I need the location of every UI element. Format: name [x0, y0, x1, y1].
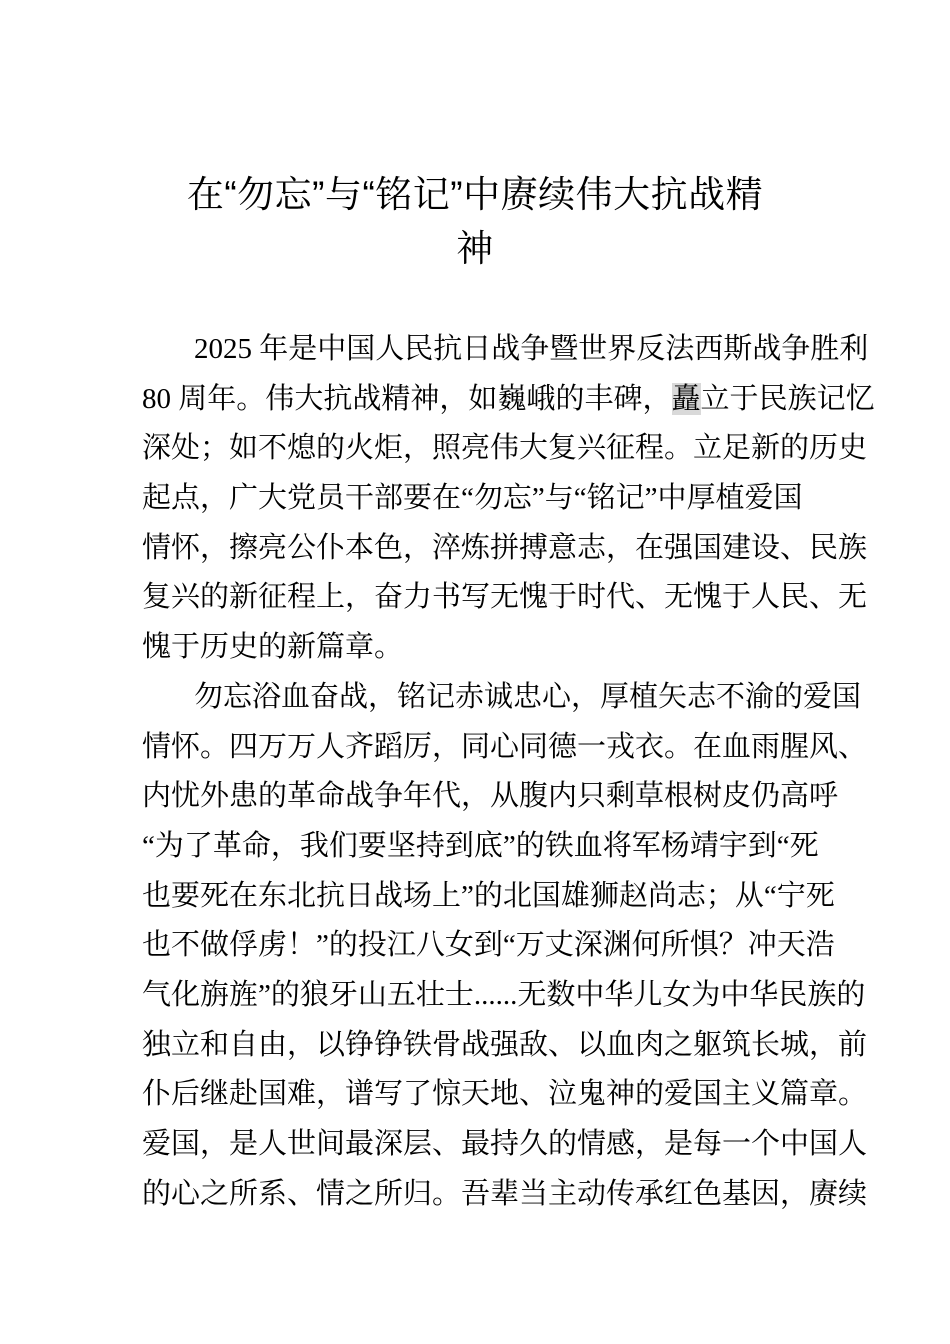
document-title	[0, 0, 950, 276]
text-line: 复兴的新征程上，奋力书写无愧于时代、无愧于人民、无	[142, 581, 868, 614]
fallback-glyph-highlight: 矗	[671, 382, 701, 415]
document-body	[0, 325, 950, 1219]
paragraph	[142, 325, 875, 673]
text-line: 内忧外患的革命战争年代，从腹内只剩草根树皮仍高呼	[142, 780, 839, 813]
text-line: 80 周年。伟大抗战精神，如巍峨的丰碑，矗立于民族记忆	[142, 382, 875, 415]
title-line: 神	[456, 228, 494, 269]
text-line: 气化旃旌”的狼牙山五壮士......无数中华儿女为中华民族的	[142, 978, 866, 1011]
text-line: 独立和自由，以铮铮铁骨战强敌、以血肉之躯筑长城，前	[142, 1028, 868, 1061]
text-line: 情怀。四万万人齐蹈厉，同心同德一戎衣。在血雨腥风、	[142, 730, 868, 763]
text-line: 仆后继赴国难，谱写了惊天地、泣鬼神的爱国主义篇章。	[142, 1078, 868, 1111]
text-line: 也要死在东北抗日战场上”的北国雄狮赵尚志；从“宁死	[142, 879, 835, 912]
text-line: 深处；如不熄的火炬，照亮伟大复兴征程。立足新的历史	[142, 432, 868, 465]
text-line: 情怀，擦亮公仆本色，淬炼拼搏意志，在强国建设、民族	[142, 531, 868, 564]
text-line: 2025 年是中国人民抗日战争暨世界反法西斯战争胜利	[194, 333, 869, 365]
text-line: 勿忘浴血奋战，铭记赤诚忠心，厚植矢志不渝的爱国	[194, 680, 862, 713]
title-line: 在“勿忘”与“铭记”中赓续伟大抗战精	[186, 174, 764, 215]
text-line: “为了革命，我们要坚持到底”的铁血将军杨靖宇到“死	[142, 829, 819, 862]
text-line: 爱国，是人世间最深层、最持久的情感，是每一个中国人	[142, 1128, 868, 1160]
text-line: 愧于历史的新篇章。	[142, 631, 404, 664]
text-line: 的心之所系、情之所归。吾辈当主动传承红色基因，赓续	[142, 1177, 868, 1210]
paragraph	[142, 673, 868, 1220]
text-line: 也不做俘虏！”的投江八女到“万丈深渊何所惧？冲天浩	[142, 929, 835, 962]
text-line: 起点，广大党员干部要在“勿忘”与“铭记”中厚植爱国	[142, 482, 803, 515]
